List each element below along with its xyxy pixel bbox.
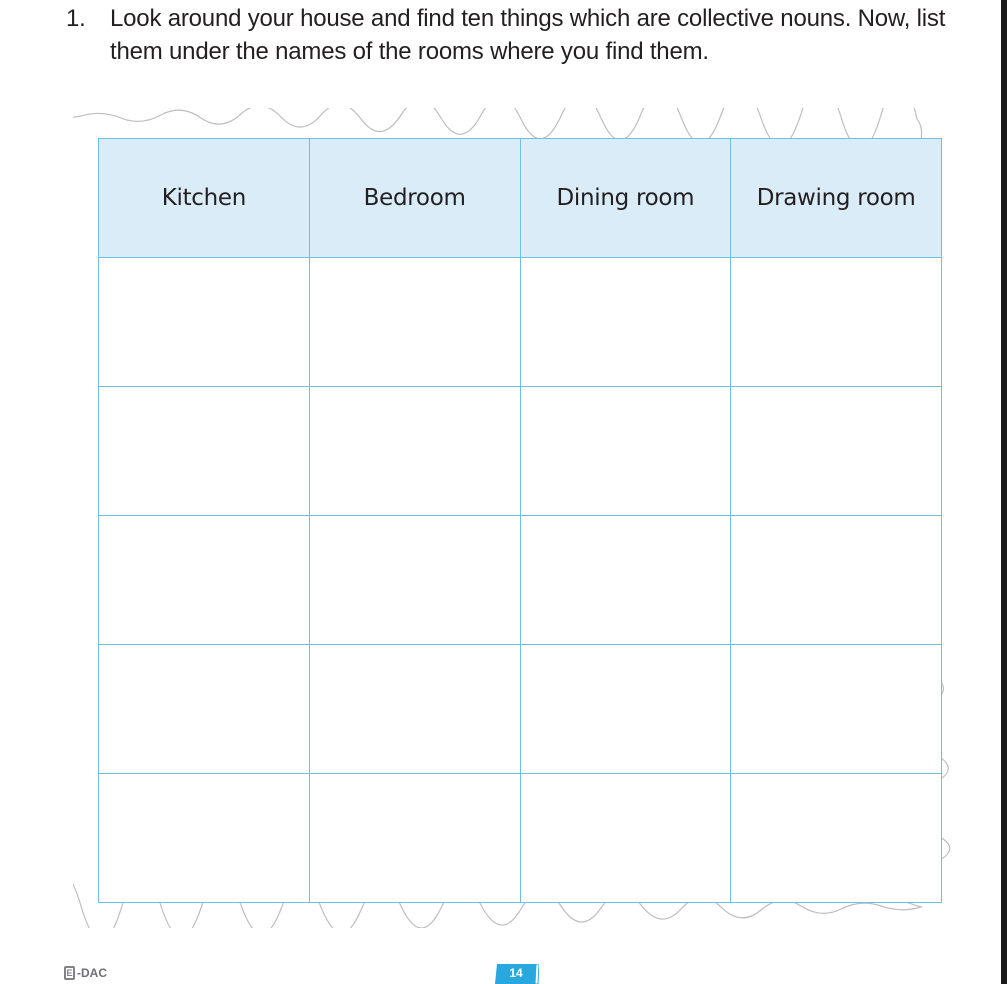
table-cell[interactable]: [99, 516, 310, 645]
table-cell[interactable]: [99, 258, 310, 387]
table-cell[interactable]: [309, 516, 520, 645]
publisher-logo: [64, 964, 107, 982]
page-number-tab: [493, 964, 539, 984]
table-cell[interactable]: [520, 258, 731, 387]
table-cell[interactable]: [309, 645, 520, 774]
question-number: 1.: [66, 5, 86, 32]
table-cell[interactable]: [309, 774, 520, 903]
table-cell[interactable]: [520, 774, 731, 903]
table-cell[interactable]: [731, 258, 942, 387]
table-row: [99, 258, 942, 387]
page-edge: [1001, 0, 1007, 984]
question-text: Look around your house and find ten things which are collective nouns. Now, list them under the names of the rooms where you find them.: [110, 5, 946, 65]
header-kitchen: Kitchen: [99, 139, 310, 258]
page-number: 14: [509, 966, 523, 980]
table-row: [99, 774, 942, 903]
table-cell[interactable]: [520, 516, 731, 645]
header-drawing-room: Drawing room: [731, 139, 942, 258]
table-row: [99, 516, 942, 645]
table-cell[interactable]: [520, 645, 731, 774]
header-bedroom: Bedroom: [309, 139, 520, 258]
table-cell[interactable]: [309, 258, 520, 387]
header-dining-room: Dining room: [520, 139, 731, 258]
table-cell[interactable]: [99, 774, 310, 903]
table-header-row: [99, 139, 942, 258]
table-cell[interactable]: [99, 387, 310, 516]
table-cell[interactable]: [731, 516, 942, 645]
table-cell[interactable]: [520, 387, 731, 516]
table-cell[interactable]: [99, 645, 310, 774]
rooms-table: [98, 138, 942, 903]
table-row: [99, 645, 942, 774]
table-row: [99, 387, 942, 516]
table-cell[interactable]: [731, 387, 942, 516]
logo-text: -DAC: [77, 966, 107, 980]
table-cell[interactable]: [309, 387, 520, 516]
table-cell[interactable]: [731, 774, 942, 903]
table-cell[interactable]: [731, 645, 942, 774]
logo-mark-icon: E: [64, 966, 75, 980]
